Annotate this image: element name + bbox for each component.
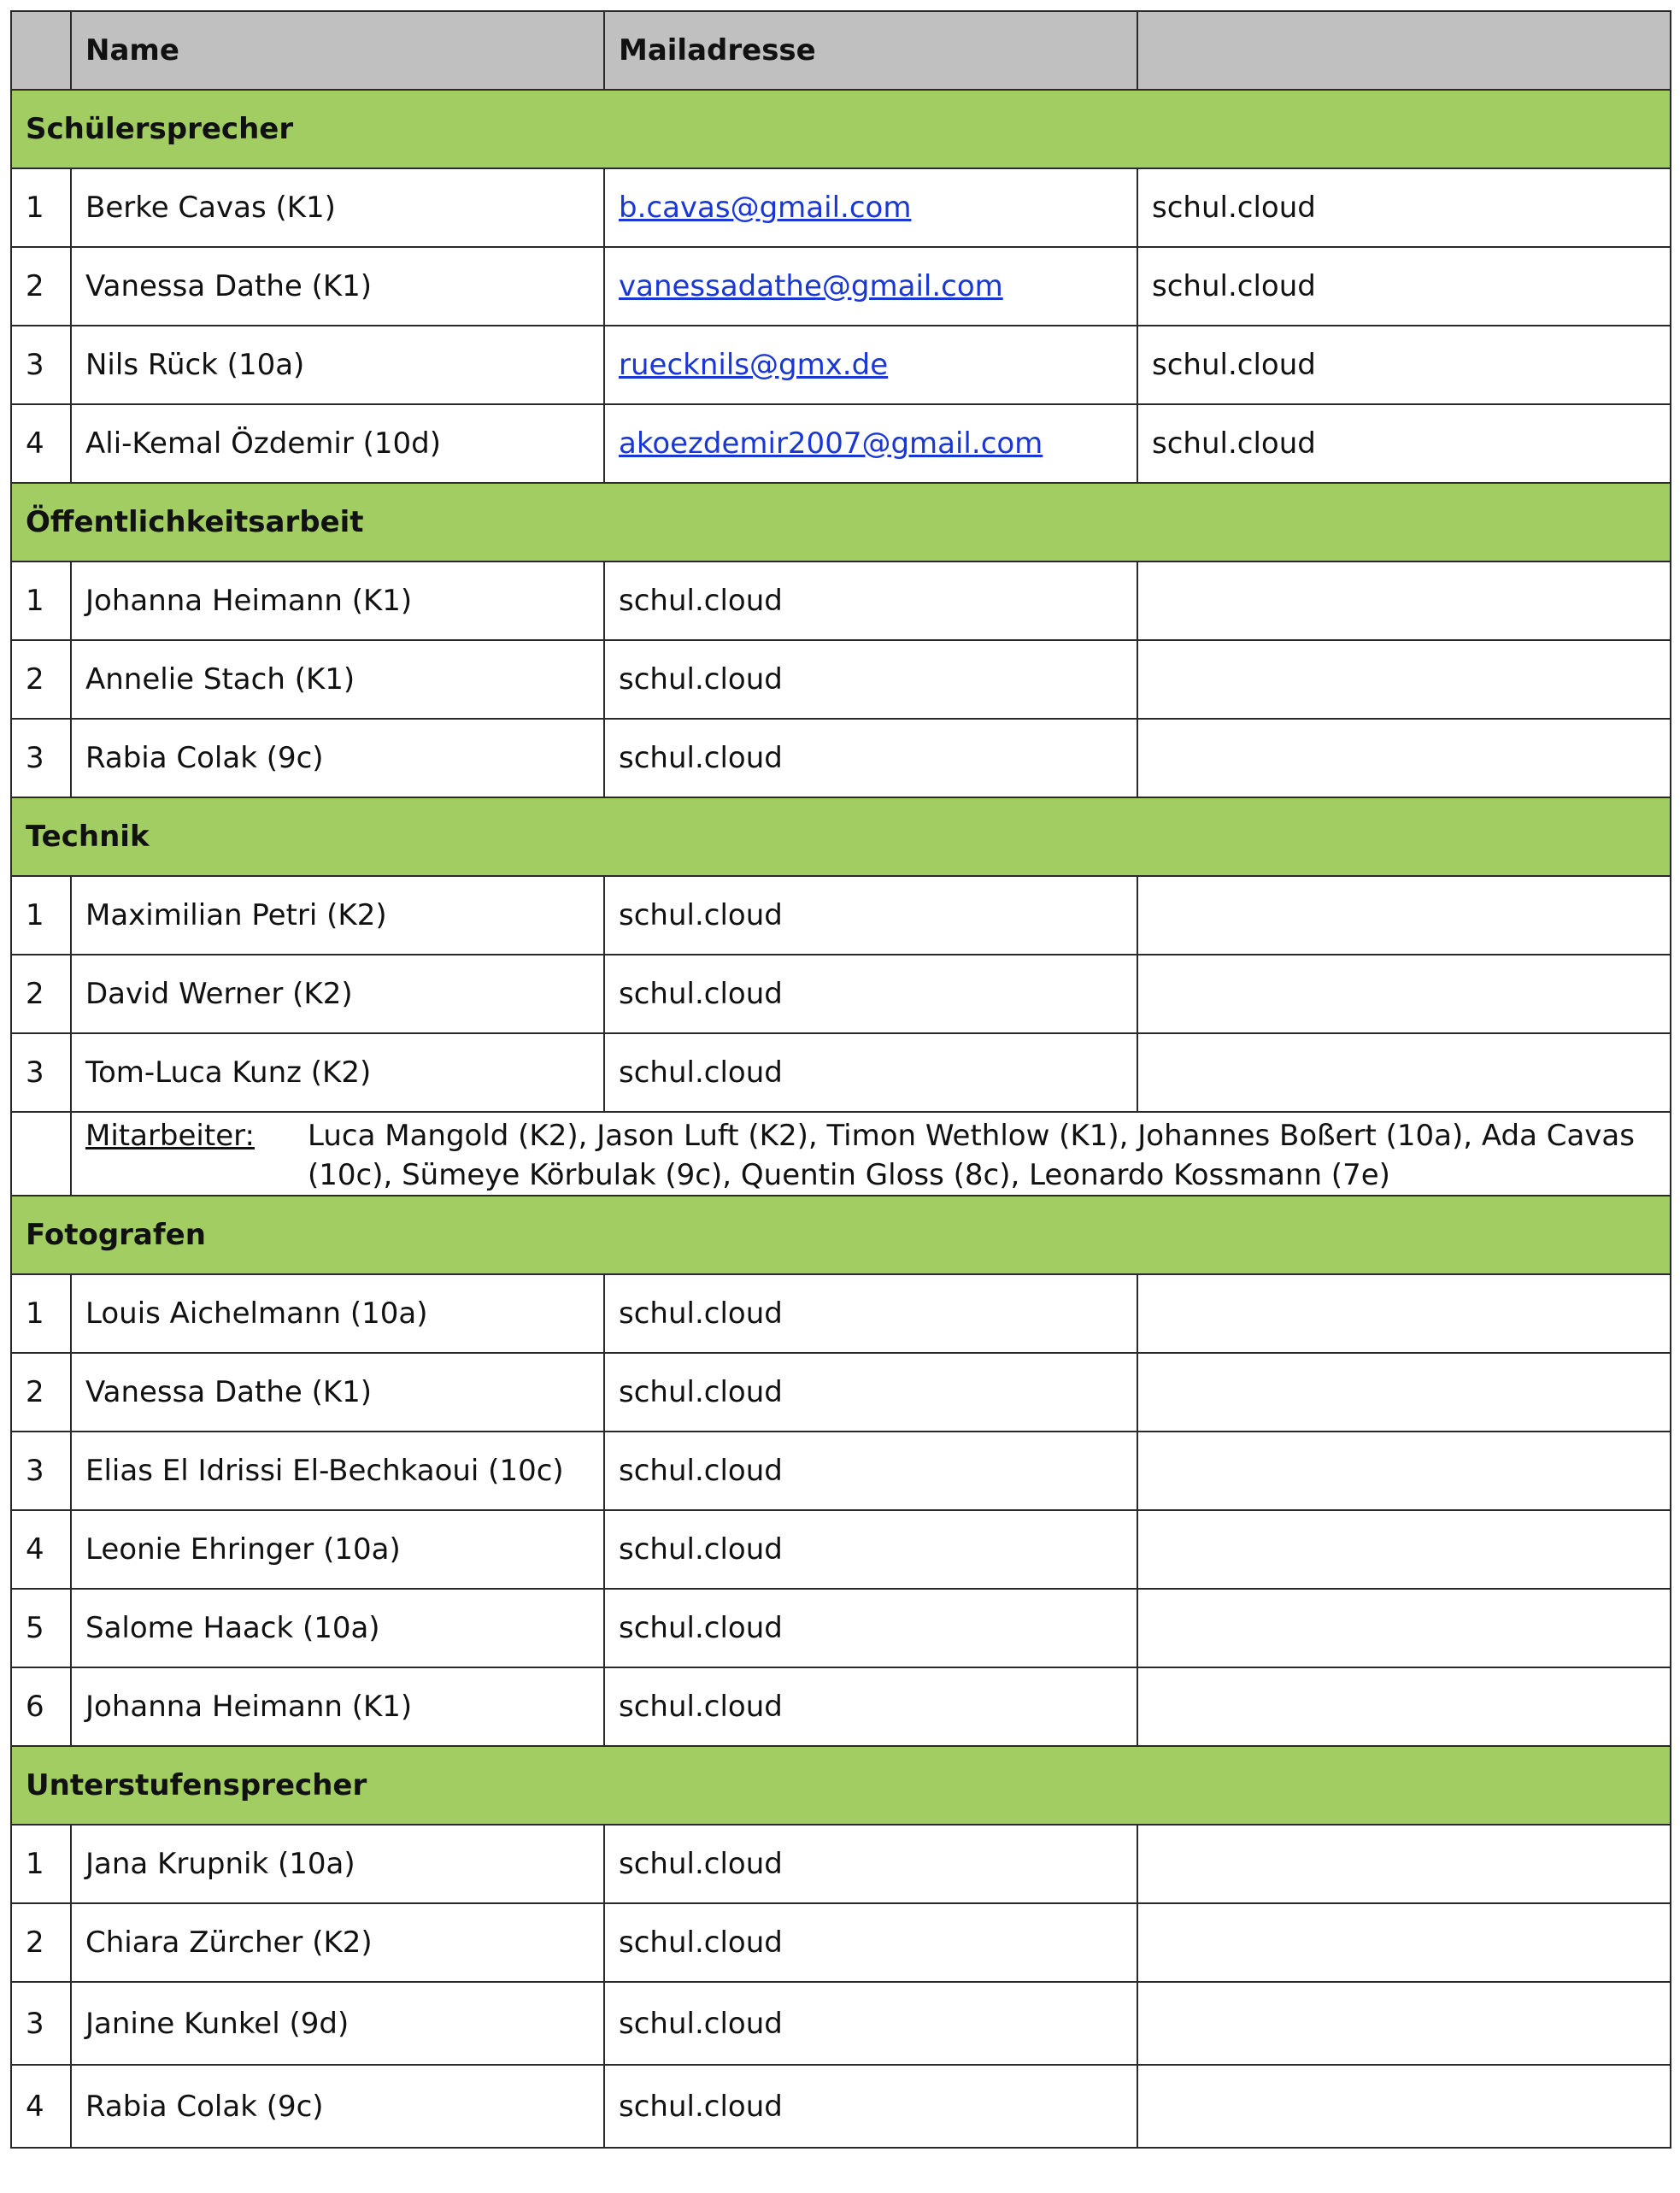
table-row [11, 1667, 1671, 1746]
member-extra: schul.cloud [1137, 404, 1671, 483]
row-number: 3 [11, 719, 71, 797]
member-extra [1137, 1589, 1671, 1667]
table-row [11, 561, 1671, 640]
table-row [11, 1982, 1671, 2065]
helpers-row [11, 1112, 1671, 1196]
member-mail [604, 404, 1137, 483]
row-number: 5 [11, 1589, 71, 1667]
member-mail: schul.cloud [604, 1353, 1137, 1432]
email-link[interactable]: vanessadathe@gmail.com [619, 269, 1003, 303]
member-mail: schul.cloud [604, 1432, 1137, 1510]
member-mail: schul.cloud [604, 719, 1137, 797]
member-mail: schul.cloud [604, 955, 1137, 1033]
section-title-row [11, 1746, 1671, 1825]
helpers-list: Luca Mangold (K2), Jason Luft (K2), Timon Wethlow (K1), Johannes Boßert (10a), Ada Cavas (10c), Sümeye Körbulak (9c), Quentin Gloss (8c), Leonardo Kossmann (7e) [308, 1119, 1635, 1192]
member-extra [1137, 1903, 1671, 1982]
member-mail: schul.cloud [604, 1825, 1137, 1903]
member-extra [1137, 1274, 1671, 1353]
member-extra [1137, 1982, 1671, 2065]
member-extra [1137, 719, 1671, 797]
row-number: 2 [11, 247, 71, 326]
header-num [11, 11, 71, 90]
member-extra [1137, 561, 1671, 640]
row-number: 3 [11, 1982, 71, 2065]
row-number: 4 [11, 404, 71, 483]
member-extra: schul.cloud [1137, 247, 1671, 326]
member-name: David Werner (K2) [71, 955, 604, 1033]
member-mail: schul.cloud [604, 1667, 1137, 1746]
row-number: 1 [11, 168, 71, 247]
section-title: Technik [11, 797, 1671, 876]
row-number: 4 [11, 2065, 71, 2148]
section-fotografen [11, 1196, 1671, 1746]
row-number: 2 [11, 1903, 71, 1982]
row-number: 1 [11, 1274, 71, 1353]
table-row [11, 1353, 1671, 1432]
section-title: Fotografen [11, 1196, 1671, 1274]
member-mail: schul.cloud [604, 1510, 1137, 1589]
row-number: 1 [11, 1825, 71, 1903]
member-mail [604, 168, 1137, 247]
member-extra: schul.cloud [1137, 168, 1671, 247]
member-name: Tom-Luca Kunz (K2) [71, 1033, 604, 1112]
email-link[interactable]: akoezdemir2007@gmail.com [619, 426, 1043, 461]
section-title-row [11, 483, 1671, 561]
section-technik [11, 797, 1671, 1196]
member-mail: schul.cloud [604, 640, 1137, 719]
member-mail: schul.cloud [604, 1903, 1137, 1982]
header-name: Name [71, 11, 604, 90]
member-name: Salome Haack (10a) [71, 1589, 604, 1667]
member-mail: schul.cloud [604, 1589, 1137, 1667]
row-number: 6 [11, 1667, 71, 1746]
member-extra [1137, 1033, 1671, 1112]
table-row [11, 1274, 1671, 1353]
member-extra [1137, 1510, 1671, 1589]
section-title: Unterstufensprecher [11, 1746, 1671, 1825]
member-mail: schul.cloud [604, 2065, 1137, 2148]
row-number: 3 [11, 326, 71, 404]
member-extra [1137, 1353, 1671, 1432]
helpers-label: Mitarbeiter: [85, 1119, 255, 1153]
section-title: Schülersprecher [11, 90, 1671, 168]
table-row [11, 1432, 1671, 1510]
member-extra: schul.cloud [1137, 326, 1671, 404]
member-extra [1137, 2065, 1671, 2148]
roster-table [10, 10, 1671, 2149]
section-title-row [11, 1196, 1671, 1274]
member-extra [1137, 1825, 1671, 1903]
member-mail: schul.cloud [604, 1982, 1137, 2065]
section-oeffentlichkeitsarbeit [11, 483, 1671, 797]
helpers-empty-cell [11, 1112, 71, 1196]
member-name: Elias El Idrissi El-Bechkaoui (10c) [71, 1432, 604, 1510]
section-title-row [11, 90, 1671, 168]
member-name: Annelie Stach (K1) [71, 640, 604, 719]
table-row [11, 1903, 1671, 1982]
table-row [11, 719, 1671, 797]
member-name: Ali-Kemal Özdemir (10d) [71, 404, 604, 483]
member-mail [604, 326, 1137, 404]
header-mail: Mailadresse [604, 11, 1137, 90]
member-extra [1137, 1667, 1671, 1746]
table-row [11, 955, 1671, 1033]
table-row [11, 1510, 1671, 1589]
row-number: 1 [11, 876, 71, 955]
row-number: 2 [11, 640, 71, 719]
member-name: Chiara Zürcher (K2) [71, 1903, 604, 1982]
member-mail: schul.cloud [604, 561, 1137, 640]
section-unterstufensprecher [11, 1746, 1671, 2148]
member-name: Rabia Colak (9c) [71, 719, 604, 797]
row-number: 3 [11, 1033, 71, 1112]
member-name: Rabia Colak (9c) [71, 2065, 604, 2148]
member-name: Vanessa Dathe (K1) [71, 247, 604, 326]
email-link[interactable]: ruecknils@gmx.de [619, 348, 889, 382]
row-number: 3 [11, 1432, 71, 1510]
member-extra [1137, 1432, 1671, 1510]
member-name: Nils Rück (10a) [71, 326, 604, 404]
table-row [11, 1033, 1671, 1112]
member-extra [1137, 876, 1671, 955]
member-name: Berke Cavas (K1) [71, 168, 604, 247]
member-mail: schul.cloud [604, 876, 1137, 955]
member-mail [604, 247, 1137, 326]
table-row [11, 2065, 1671, 2148]
member-name: Maximilian Petri (K2) [71, 876, 604, 955]
header-extra [1137, 11, 1671, 90]
section-title: Öffentlichkeitsarbeit [11, 483, 1671, 561]
member-mail: schul.cloud [604, 1033, 1137, 1112]
member-extra [1137, 955, 1671, 1033]
member-mail: schul.cloud [604, 1274, 1137, 1353]
member-name: Janine Kunkel (9d) [71, 1982, 604, 2065]
helpers-cell [71, 1112, 1671, 1196]
table-row [11, 1825, 1671, 1903]
header-row [11, 11, 1671, 90]
section-title-row [11, 797, 1671, 876]
member-extra [1137, 640, 1671, 719]
member-name: Johanna Heimann (K1) [71, 1667, 604, 1746]
row-number: 2 [11, 955, 71, 1033]
table-row [11, 326, 1671, 404]
table-row [11, 404, 1671, 483]
row-number: 1 [11, 561, 71, 640]
member-name: Jana Krupnik (10a) [71, 1825, 604, 1903]
section-schuelersprecher [11, 90, 1671, 483]
table-row [11, 247, 1671, 326]
member-name: Leonie Ehringer (10a) [71, 1510, 604, 1589]
row-number: 4 [11, 1510, 71, 1589]
table-row [11, 876, 1671, 955]
table-row [11, 640, 1671, 719]
table-row [11, 1589, 1671, 1667]
table-row [11, 168, 1671, 247]
member-name: Louis Aichelmann (10a) [71, 1274, 604, 1353]
member-name: Johanna Heimann (K1) [71, 561, 604, 640]
row-number: 2 [11, 1353, 71, 1432]
email-link[interactable]: b.cavas@gmail.com [619, 191, 912, 225]
member-name: Vanessa Dathe (K1) [71, 1353, 604, 1432]
